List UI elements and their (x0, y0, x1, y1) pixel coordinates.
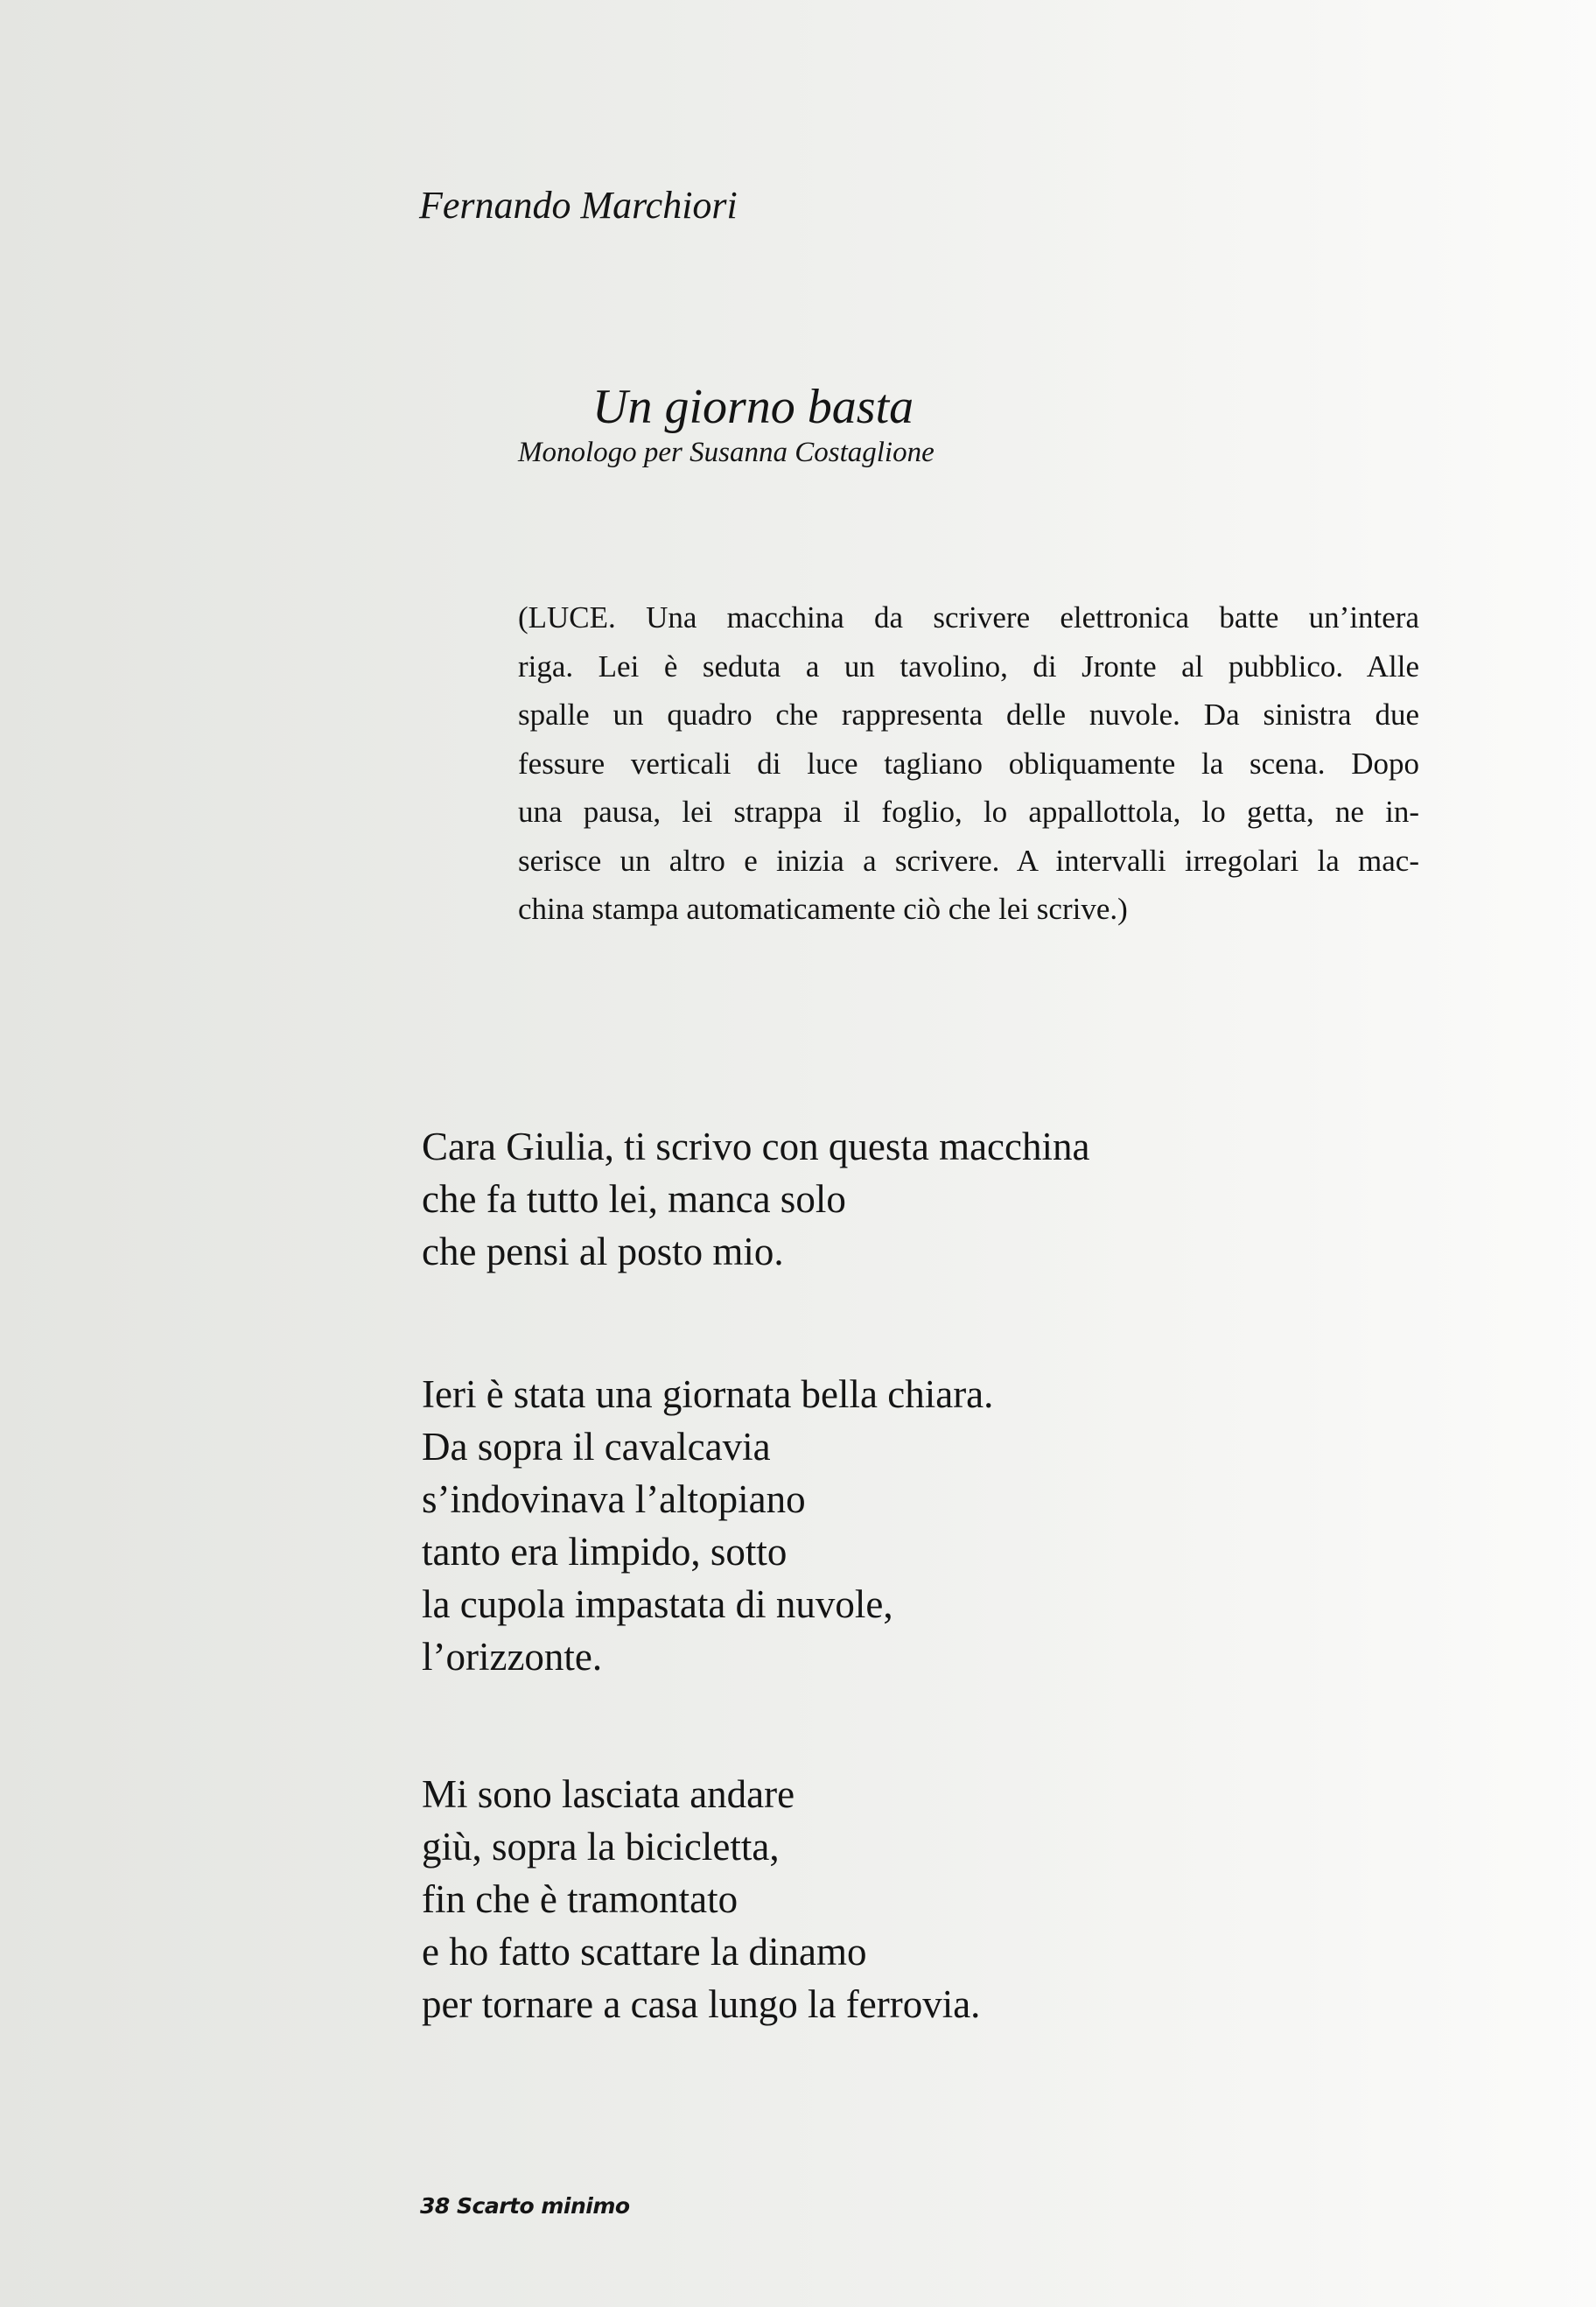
page-title: Un giorno basta (592, 380, 914, 434)
verse-line: e ho fatto scattare la dinamo (422, 1930, 867, 1974)
verse-line: la cupola impastata di nuvole, (422, 1582, 893, 1626)
verse-line: per tornare a casa lungo la ferrovia. (422, 1982, 981, 2026)
verse-line: Cara Giulia, ti scrivo con questa macchina (422, 1125, 1090, 1168)
stage-line: riga. Lei è seduta a un tavolino, di Jronte al pubblico. Alle (518, 649, 1419, 684)
stage-line: serisce un altro e inizia a scrivere. A intervalli irregolari la mac- (518, 843, 1419, 878)
stage-line: una pausa, lei strappa il foglio, lo appallottola, lo getta, ne in- (518, 795, 1419, 829)
stage-line: fessure verticali di luce tagliano obliquamente la scena. Dopo (518, 746, 1419, 781)
verse-line: che fa tutto lei, manca solo (422, 1177, 846, 1221)
stage-direction (518, 593, 1419, 934)
stage-line: spalle un quadro che rappresenta delle nuvole. Da sinistra due (518, 698, 1419, 732)
stanza-1 (422, 1120, 1384, 1278)
stage-line: china stampa automaticamente ciò che lei scrive.) (518, 892, 1128, 926)
verse-line: l’orizzonte. (422, 1635, 603, 1679)
verse-line: che pensi al posto mio. (422, 1230, 784, 1273)
verse-line: Mi sono lasciata andare (422, 1772, 795, 1816)
page-footer: 38 Scarto minimo (420, 2193, 630, 2219)
stanza-3 (422, 1768, 1384, 2030)
verse-line: tanto era limpido, sotto (422, 1530, 788, 1574)
stanza-2 (422, 1368, 1384, 1683)
verse-line: fin che è tramontato (422, 1877, 738, 1921)
stage-line: (LUCE. Una macchina da scrivere elettronica batte un’intera (518, 600, 1419, 635)
author-name: Fernando Marchiori (419, 184, 738, 227)
subtitle: Monologo per Susanna Costaglione (518, 437, 934, 468)
verse-line: s’indovinava l’altopiano (422, 1477, 806, 1521)
verse-line: Ieri è stata una giornata bella chiara. (422, 1372, 994, 1416)
verse-line: Da sopra il cavalcavia (422, 1425, 771, 1469)
verse-line: giù, sopra la bicicletta, (422, 1825, 780, 1869)
